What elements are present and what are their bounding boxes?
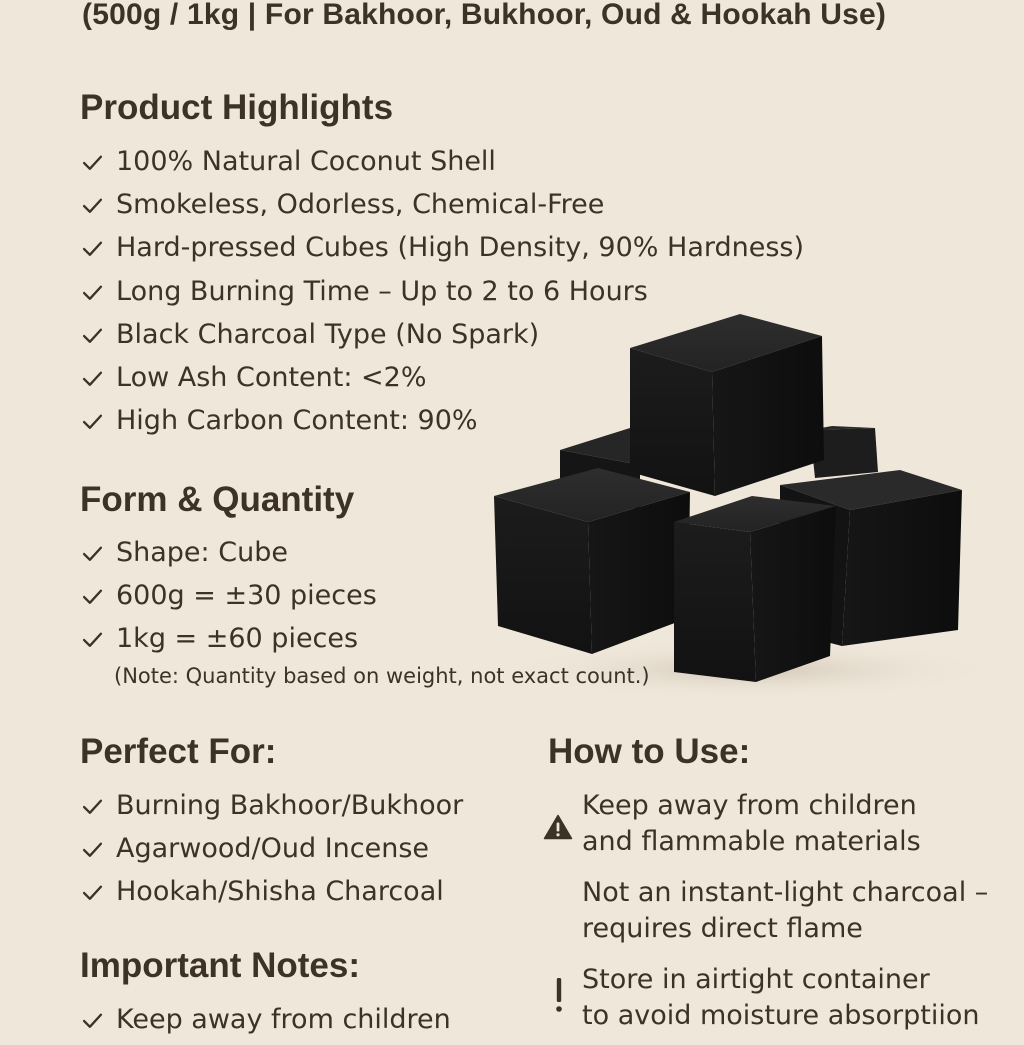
list-item-text: High Carbon Content: 90% (116, 405, 478, 437)
list-item-text: Agarwood/Oud Incense (116, 833, 430, 865)
check-icon (82, 1010, 103, 1031)
check-icon (82, 282, 103, 303)
warning-icon (543, 814, 573, 840)
check-icon (82, 152, 103, 173)
how-to-use-line: requires direct flame (582, 913, 863, 944)
quantity-note: (Note: Quantity based on weight, not exact count.) (114, 664, 650, 688)
list-item-text: 1kg = ±60 pieces (116, 623, 359, 655)
form-quantity-heading: Form & Quantity (80, 480, 355, 519)
check-icon (82, 195, 103, 216)
check-icon (82, 368, 103, 389)
how-to-use-heading: How to Use: (548, 732, 751, 771)
list-item-text: Shape: Cube (116, 537, 288, 568)
perfect-for-heading: Perfect For: (80, 732, 277, 771)
list-item-text: Long Burning Time – Up to 2 to 6 Hours (116, 275, 648, 307)
check-icon (82, 882, 103, 903)
check-icon (82, 411, 103, 432)
list-item-text: Hookah/Shisha Charcoal (116, 876, 444, 908)
list-item-text: Black Charcoal Type (No Spark) (116, 318, 540, 350)
how-to-use-line: Not an instant-light charcoal – (582, 877, 989, 908)
check-icon (82, 543, 103, 564)
list-item-text: 100% Natural Coconut Shell (116, 146, 496, 177)
check-icon (82, 839, 103, 860)
check-icon (82, 586, 103, 607)
check-icon (82, 629, 103, 650)
list-item-text: Smokeless, Odorless, Chemical-Free (116, 189, 605, 221)
how-to-use-line: Store in airtight container (582, 964, 930, 995)
check-icon (82, 796, 103, 817)
list-item-text: Low Ash Content: <2% (116, 361, 427, 393)
how-to-use-line: and flammable materials (582, 826, 921, 857)
list-item-text: Hard-pressed Cubes (High Density, 90% Hardness) (116, 232, 805, 264)
check-icon (82, 325, 103, 346)
check-icon (82, 238, 103, 259)
how-to-use-line: to avoid moisture absorptiion (582, 1000, 980, 1031)
page-title: (500g / 1kg | For Bakhoor, Bukhoor, Oud & Hookah Use) (82, 0, 887, 31)
exclamation-icon (552, 976, 566, 1014)
list-item-text: Burning Bakhoor/Bukhoor (116, 790, 464, 821)
how-to-use-line: Keep away from children (582, 790, 917, 821)
important-notes-heading: Important Notes: (80, 946, 360, 985)
charcoal-cubes-image (480, 300, 990, 700)
list-item-text: Keep away from children (116, 1004, 451, 1035)
highlights-heading: Product Highlights (80, 88, 394, 127)
list-item-text: 600g = ±30 pieces (116, 580, 377, 612)
